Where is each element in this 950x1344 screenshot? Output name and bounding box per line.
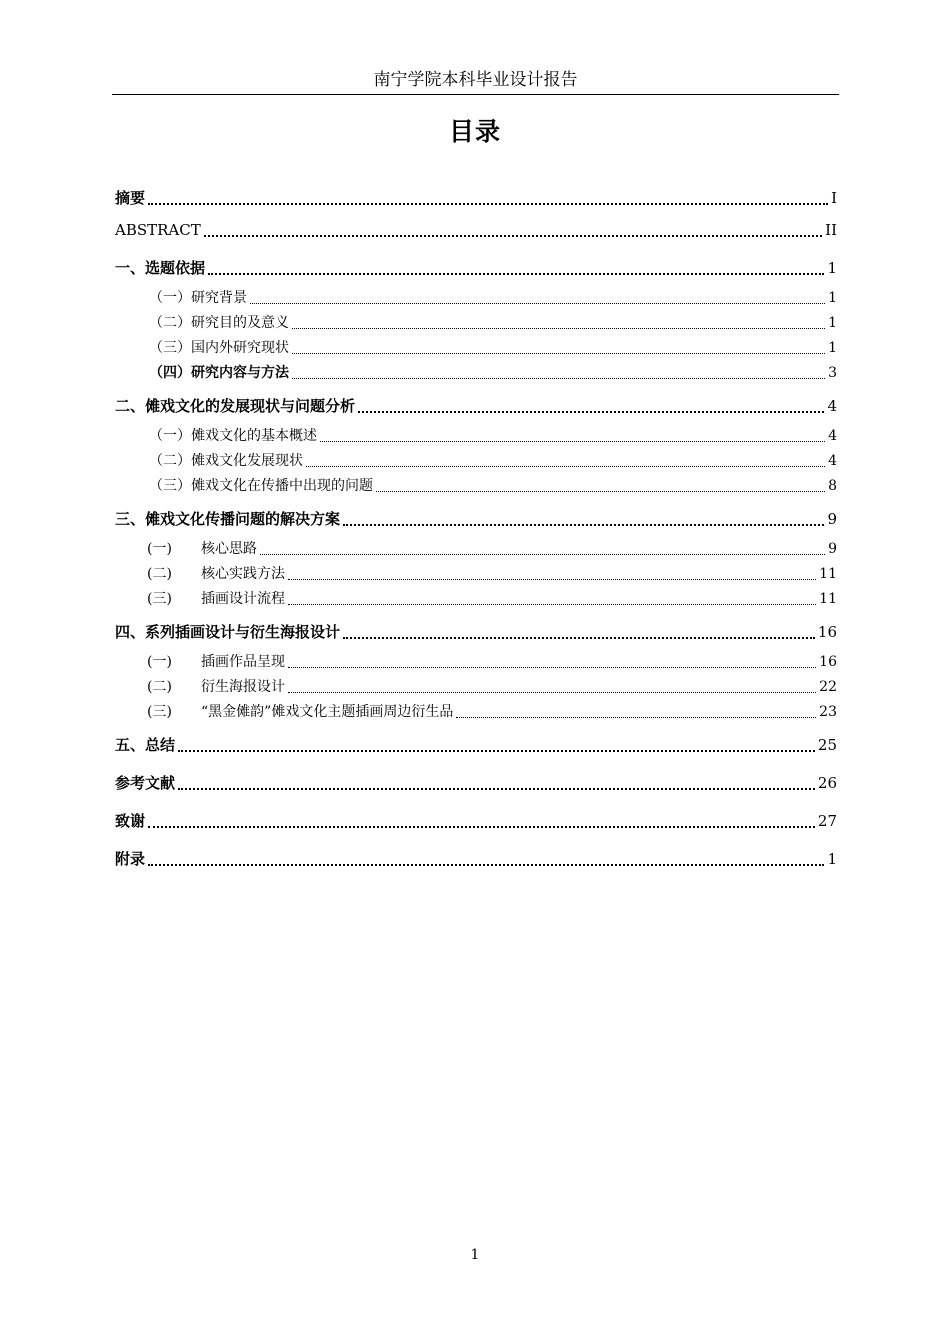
toc-dot-leader [456, 717, 816, 718]
toc-title: 目录 [448, 117, 501, 146]
toc-entry-label [147, 700, 453, 724]
toc-entry-chapter[interactable] [115, 392, 837, 424]
toc-entry-chapter[interactable] [115, 845, 837, 877]
toc-entry-chapter[interactable] [115, 769, 837, 801]
toc-page-number: 9 [828, 541, 837, 557]
toc-entry-label: 四、系列插画设计与衍生海报设计 [115, 623, 341, 641]
toc-dot-leader [292, 353, 825, 354]
toc-dot-leader [292, 328, 825, 329]
toc-entry-text: “黑金傩韵”傩戏文化主题插画周边衍生品 [201, 704, 454, 720]
toc-entry-label: 摘要 [115, 189, 146, 207]
toc-dot-leader [260, 554, 825, 555]
toc-entry-text: 核心思路 [201, 541, 257, 557]
toc-dot-leader [148, 864, 824, 866]
toc-dot-leader [376, 491, 825, 492]
toc-entry-label: 附录 [115, 850, 146, 868]
toc-dot-leader [343, 637, 815, 639]
toc-entry-label: 五、总结 [115, 736, 176, 754]
toc-page-number: 16 [819, 654, 837, 670]
toc-page-number: 4 [828, 453, 837, 469]
toc-page-number: 8 [828, 478, 837, 494]
toc-page-number: 1 [828, 340, 837, 356]
toc-entry-section[interactable] [115, 311, 837, 336]
toc-entry-label: ABSTRACT [115, 221, 201, 239]
toc-entry-number: (二) [147, 679, 172, 695]
toc-entry-label: 二、傩戏文化的发展现状与问题分析 [115, 397, 356, 415]
table-of-contents [115, 184, 837, 877]
toc-dot-leader [250, 303, 825, 304]
header-divider [112, 94, 839, 95]
toc-entry-text: 衍生海报设计 [201, 679, 285, 695]
toc-entry-chapter[interactable] [115, 216, 837, 248]
toc-dot-leader [288, 692, 816, 693]
toc-page-number: 11 [819, 591, 837, 607]
toc-dot-leader [288, 667, 816, 668]
page-header: 南宁学院本科毕业设计报告 [373, 70, 578, 90]
toc-entry-section[interactable] [115, 562, 837, 587]
toc-entry-label: 一、选题依据 [115, 259, 206, 277]
toc-entry-chapter[interactable] [115, 618, 837, 650]
toc-page-number: 11 [819, 566, 837, 582]
toc-dot-leader [306, 466, 825, 467]
toc-page-number: 22 [819, 679, 837, 695]
toc-entry-label [147, 562, 285, 586]
toc-entry-section[interactable] [115, 424, 837, 449]
toc-entry-section[interactable] [115, 474, 837, 499]
toc-page-number: 16 [817, 623, 837, 641]
toc-entry-number: (三) [147, 704, 172, 720]
toc-page-number: 1 [827, 850, 837, 868]
toc-entry-label: 参考文献 [115, 774, 176, 792]
toc-dot-leader [358, 411, 824, 413]
toc-dot-leader [178, 750, 815, 752]
toc-dot-leader [288, 604, 816, 605]
toc-entry-section[interactable] [115, 336, 837, 361]
toc-entry-label [147, 537, 257, 561]
toc-entry-label: （一）研究背景 [149, 290, 247, 306]
toc-entry-section[interactable] [115, 675, 837, 700]
toc-dot-leader [292, 378, 825, 379]
toc-entry-text: 插画作品呈现 [201, 654, 285, 670]
toc-entry-section[interactable] [115, 361, 837, 386]
toc-dot-leader [148, 203, 828, 205]
toc-entry-section[interactable] [115, 650, 837, 675]
toc-entry-label: （四）研究内容与方法 [149, 365, 289, 381]
toc-page-number: 23 [819, 704, 837, 720]
toc-page-number: 1 [828, 290, 837, 306]
toc-page-number: 26 [817, 774, 837, 792]
toc-page-number: 1 [828, 315, 837, 331]
toc-entry-label: 三、傩戏文化传播问题的解决方案 [115, 510, 341, 528]
toc-page-number: 9 [827, 510, 837, 528]
toc-entry-label [147, 587, 285, 611]
page-number: 1 [470, 1247, 480, 1263]
toc-entry-label: 致谢 [115, 812, 146, 830]
toc-dot-leader [343, 524, 824, 526]
toc-entry-label: （一）傩戏文化的基本概述 [149, 428, 317, 444]
toc-entry-section[interactable] [115, 700, 837, 725]
toc-entry-label: （三）国内外研究现状 [149, 340, 289, 356]
toc-page-number: 27 [817, 812, 837, 830]
toc-entry-chapter[interactable] [115, 505, 837, 537]
toc-page-number: 4 [827, 397, 837, 415]
toc-entry-number: (三) [147, 591, 172, 607]
toc-dot-leader [204, 235, 822, 237]
toc-dot-leader [178, 788, 815, 790]
toc-page-number: 1 [827, 259, 837, 277]
toc-entry-chapter[interactable] [115, 184, 837, 216]
toc-dot-leader [148, 826, 815, 828]
toc-page-number: 3 [828, 365, 837, 381]
toc-entry-number: (一) [147, 654, 172, 670]
toc-entry-label: （三）傩戏文化在传播中出现的问题 [149, 478, 373, 494]
toc-entry-label [147, 650, 285, 674]
toc-entry-label [147, 675, 285, 699]
toc-entry-section[interactable] [115, 587, 837, 612]
toc-page-number: 4 [828, 428, 837, 444]
toc-entry-label: （二）傩戏文化发展现状 [149, 453, 303, 469]
toc-entry-section[interactable] [115, 449, 837, 474]
toc-dot-leader [320, 441, 825, 442]
toc-entry-section[interactable] [115, 537, 837, 562]
toc-entry-chapter[interactable] [115, 807, 837, 839]
toc-dot-leader [288, 579, 816, 580]
toc-entry-section[interactable] [115, 286, 837, 311]
toc-entry-number: (二) [147, 566, 172, 582]
toc-page-number: 25 [817, 736, 837, 754]
toc-entry-text: 核心实践方法 [201, 566, 285, 582]
toc-entry-chapter[interactable] [115, 731, 837, 763]
toc-page-number: II [825, 221, 837, 239]
toc-entry-chapter[interactable] [115, 254, 837, 286]
toc-dot-leader [208, 273, 824, 275]
toc-page-number: I [831, 189, 837, 207]
toc-entry-number: (一) [147, 541, 172, 557]
toc-entry-label: （二）研究目的及意义 [149, 315, 289, 331]
toc-entry-text: 插画设计流程 [201, 591, 285, 607]
